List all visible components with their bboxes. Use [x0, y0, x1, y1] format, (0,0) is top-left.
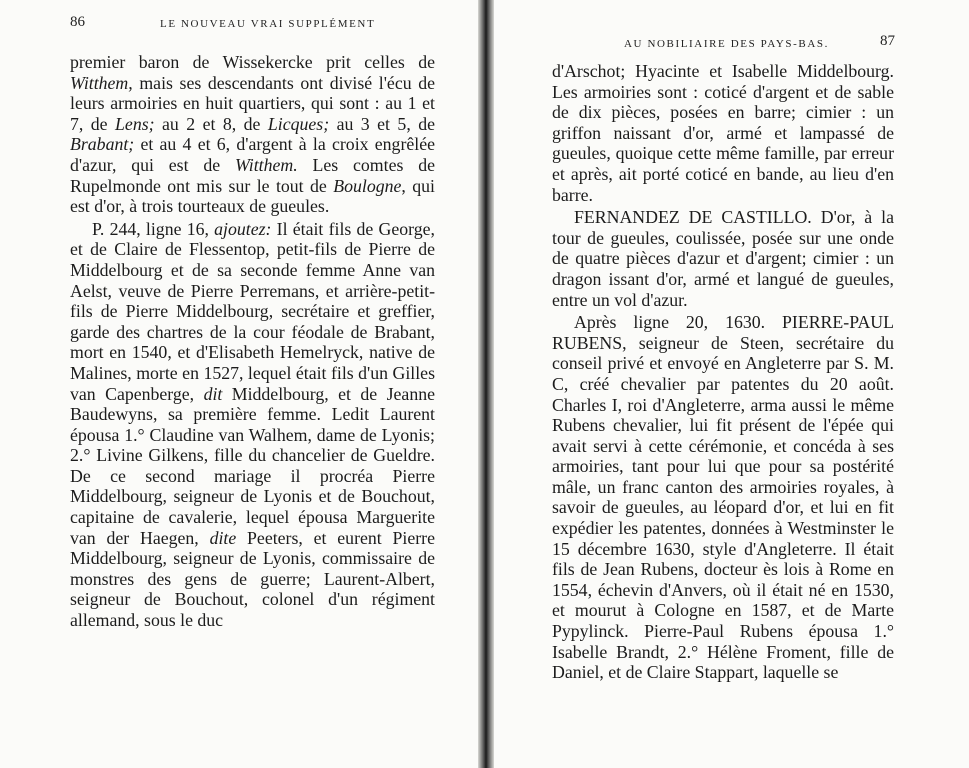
book-gutter: [478, 0, 494, 768]
running-head-right: AU NOBILIAIRE DES PAYS-BAS.: [624, 38, 829, 50]
paragraph: [70, 52, 435, 217]
italic-run: dite: [209, 527, 237, 548]
text-run: Les comtes de Rupelmonde ont mis sur le tout de: [70, 154, 435, 196]
paragraph: [552, 207, 894, 310]
right-page-text: [552, 61, 894, 683]
running-head-left: LE NOUVEAU VRAI SUPPLÉMENT: [160, 18, 376, 30]
left-page: [0, 0, 478, 768]
text-run: P. 244, ligne 16,: [92, 218, 215, 239]
italic-run: Boulogne: [333, 175, 402, 196]
text-run: FERNANDEZ DE CASTILLO. D'or, à la tour de gueules, coulissée, posée sur une onde de quatre pièces d'azur et d'argent; cimier : un dragon issant d'or, armé et langué de gueules, entre un vol d'azur.: [552, 207, 894, 310]
left-page-text: [70, 52, 435, 631]
text-run: et au 4 et 6, d'argent à la croix engrêlée d'azur, qui est de: [70, 134, 435, 175]
text-run: Peeters, et eurent Pierre Middelbourg, seigneur de Lyonis, commissaire de monstres des gens de guerre; Laurent-Albert, seigneur de Bouchout, colonel d'un régiment allemand, sous le duc: [70, 527, 435, 631]
italic-run: Lens;: [115, 113, 155, 134]
right-page: [494, 0, 969, 768]
text-run: Après ligne 20, 1630. PIERRE-PAUL RUBENS, seigneur de Steen, secrétaire du conseil privé et envoyé en Angleterre par S. M. C, créé chevalier par patentes du 20 août. Charles I, roi d'Angleterre, arma aussi le même Rubens chevalier, lui fit présent de l'épée qui avait servi à cette cérémonie, et concéda à ses armoiries, tant pour lui que pour sa postérité mâle, un franc canton des armoiries royales, à savoir de gueules, au léopard d'or, et lui en fit expédier les patentes, données à Westminster le 15 décembre 1630, style d'Angleterre. Il était fils de Jean Rubens, docteur ès lois à Rome en 1554, échevin d'Anvers, où il était né en 1530, et mourut à Cologne en 1587, et de Marte Pypylinck. Pierre-Paul Rubens épousa 1.° Isabelle Brandt, 2.° Hélène Froment, fille de Daniel, et de Claire Stappart, laquelle se: [552, 312, 894, 683]
italic-run: Licques;: [267, 113, 330, 134]
text-run: Middelbourg, et de Jeanne Baudewyns, sa première femme. Ledit Laurent épousa 1.° Claudine van Walhem, dame de Lyonis; 2.° Livine Gilkens, fille du chancelier de Gueldre. De ce second mariage il procréa Pierre Middelbourg, seigneur de Lyonis et de Bouchout, capitaine de cavalerie, lequel épousa Marguerite van der Haegen,: [70, 383, 435, 548]
page-number-left: 86: [70, 14, 85, 30]
page-number-right: 87: [880, 33, 895, 49]
italic-run: dit: [203, 383, 223, 404]
text-run: au 3 et 5, de: [329, 113, 436, 134]
text-run: au 2 et 8, de: [154, 113, 268, 134]
text-run: Il était fils de George, et de Claire de Flessentop, petit-fils de Pierre de Middelbourg et de sa seconde femme Anne van Aelst, veuve de Pierre Perremans, et arrière-petit-fils de Pierre Middelbourg, secrétaire et greffier, garde des chartres de la cour féodale de Brabant, mort en 1540, et d'Elisabeth Hemelryck, native de Malines, morte en 1527, lequel était fils d'un Gilles van Capenberge,: [70, 218, 435, 404]
paragraph: [552, 61, 894, 205]
text-run: d'Arschot; Hyacinte et Isabelle Middelbourg. Les armoiries sont : coticé d'argent et de sable de dix pièces, posées en barre; cimier : un griffon naissant d'or, armé et lampassé de gueules, quoique cette même famille, par erreur et après, ait porté coticé en bande, au lieu d'en barre.: [552, 61, 894, 205]
italic-run: Witthem,: [70, 72, 133, 93]
text-run: , qui est d'or, à trois tourteaux de gueules.: [70, 175, 435, 217]
text-run: premier baron de Wissekercke prit celles de: [70, 52, 435, 72]
italic-run: Witthem.: [234, 154, 298, 175]
italic-run: ajoutez:: [214, 218, 272, 239]
paragraph: [70, 219, 435, 631]
text-run: mais ses descendants ont divisé l'écu de leurs armoiries en huit quartiers, qui sont : au 1 et 7, de: [70, 72, 435, 134]
paragraph: [552, 312, 894, 683]
italic-run: Brabant;: [70, 134, 135, 155]
